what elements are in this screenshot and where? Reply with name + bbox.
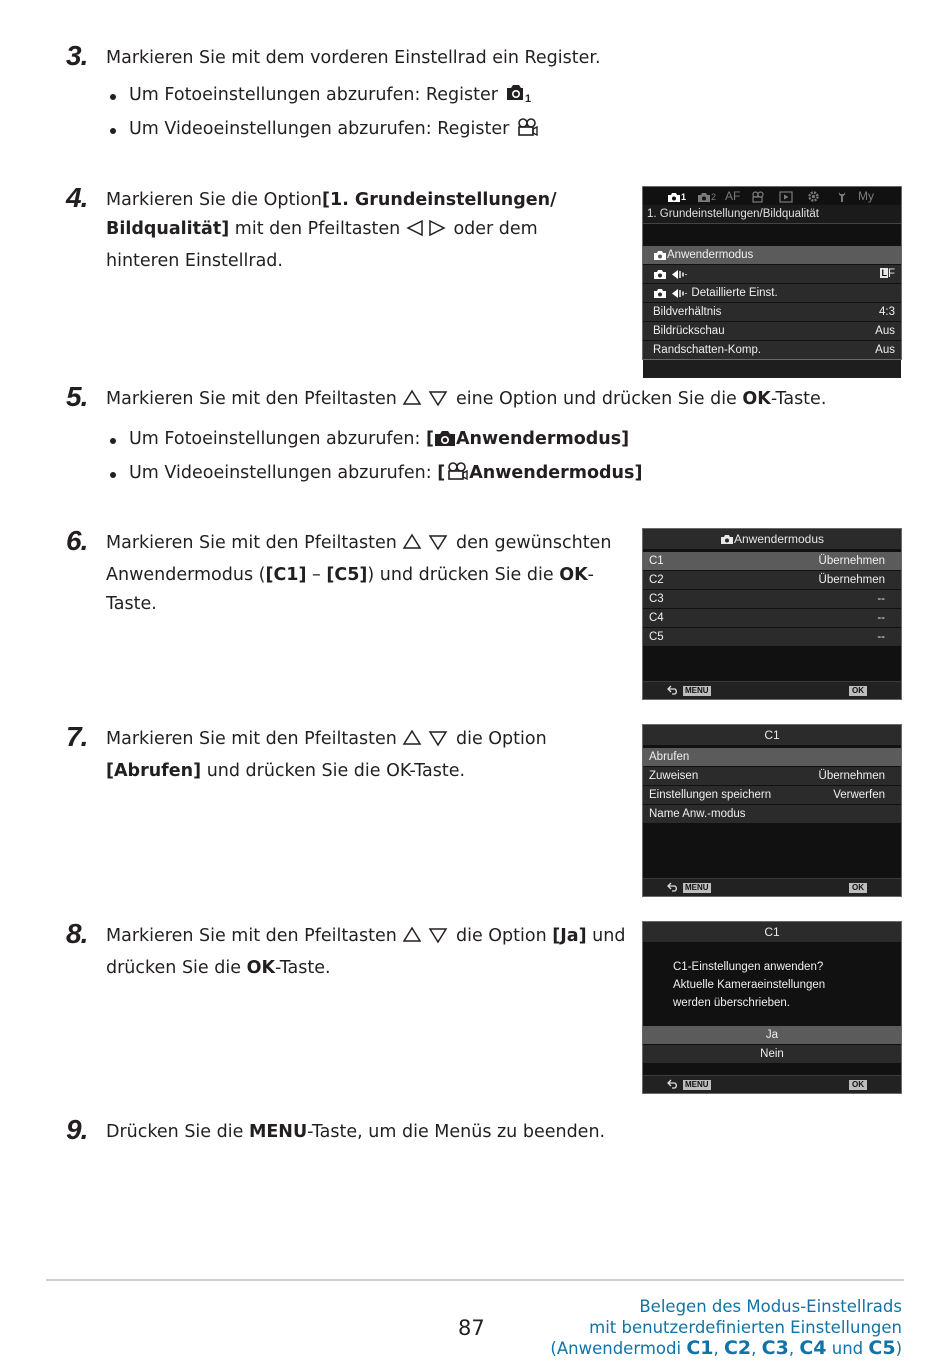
section-title-line: Belegen des Modus-Einstellrads bbox=[639, 1297, 902, 1316]
menu-tabs bbox=[643, 187, 901, 205]
step-number: 4. bbox=[66, 182, 88, 213]
screen-footer bbox=[643, 681, 901, 699]
step-text-part: und drücken Sie die bbox=[106, 926, 626, 978]
menu-row-anwendermodus[interactable] bbox=[643, 246, 901, 264]
row-value: -- bbox=[877, 593, 885, 605]
mode-row-c3[interactable] bbox=[643, 590, 901, 608]
step-text bbox=[106, 385, 906, 492]
text-part: ) bbox=[895, 1339, 902, 1358]
section-title-link[interactable] bbox=[550, 1296, 902, 1359]
menu-key-badge: MENU bbox=[685, 1080, 709, 1089]
row-label: Abrufen bbox=[649, 751, 690, 763]
mode-c1: C1 bbox=[686, 1337, 714, 1359]
step-text bbox=[106, 186, 606, 276]
bullet-text: Um Videoeinstellungen abzurufen: Register bbox=[129, 119, 510, 139]
screen-title-text: Anwendermodus bbox=[733, 532, 825, 546]
section-title-line: mit benutzerdefinierten Einstellungen bbox=[589, 1318, 902, 1337]
row-label: Name Anw.-modus bbox=[649, 808, 746, 820]
bracket: ] bbox=[634, 463, 643, 483]
ok-key-label: OK bbox=[559, 565, 588, 585]
tab-playback bbox=[779, 189, 793, 203]
bullet-list bbox=[106, 424, 906, 492]
option-name: Anwendermodus bbox=[469, 463, 635, 483]
row-label: C5 bbox=[649, 631, 664, 643]
bullet-video bbox=[106, 458, 906, 492]
row-label: C2 bbox=[649, 574, 664, 586]
ok-key-badge: OK bbox=[849, 1080, 867, 1090]
row-value: -- bbox=[877, 612, 885, 624]
mode-row-c1[interactable] bbox=[643, 552, 901, 570]
bracket: [ bbox=[437, 463, 446, 483]
back-arrow-icon bbox=[667, 882, 679, 892]
tab-wrench bbox=[835, 189, 848, 203]
option-name: [Abrufen] bbox=[106, 761, 202, 781]
lf-badge: L bbox=[881, 268, 887, 278]
confirm-screen bbox=[642, 921, 902, 1094]
mode-c3: C3 bbox=[761, 1337, 789, 1359]
bracket: ] bbox=[621, 429, 630, 449]
up-down-arrow-icon bbox=[402, 388, 450, 417]
screen-title: C1 bbox=[643, 725, 901, 745]
bullet-text: Um Videoeinstellungen abzurufen: bbox=[129, 463, 432, 483]
row-value: Aus bbox=[875, 344, 895, 356]
tab-photo-2 bbox=[697, 189, 716, 203]
camera-menu-screen bbox=[642, 186, 902, 360]
mode-c2: C2 bbox=[723, 1337, 752, 1359]
footer-divider bbox=[46, 1279, 904, 1281]
step-text-part: und drücken Sie die OK-Taste. bbox=[206, 761, 466, 781]
step-text-part: Markieren Sie mit den Pfeiltasten bbox=[106, 533, 397, 553]
c1-row-name[interactable] bbox=[643, 805, 901, 823]
menu-key-badge: MENU bbox=[685, 883, 709, 892]
video-tab-icon bbox=[515, 117, 539, 148]
tab-label: 2 bbox=[711, 192, 717, 202]
bullet-text: Um Fotoeinstellungen abzurufen: Register bbox=[129, 85, 498, 105]
row-label: Anwendermodus bbox=[667, 249, 754, 261]
message-line: C1-Einstellungen anwenden? bbox=[673, 961, 824, 973]
left-right-arrow-icon bbox=[406, 218, 448, 247]
screen-title: C1 bbox=[643, 922, 901, 942]
row-label: Randschatten-Komp. bbox=[653, 344, 762, 356]
camera-tab-1-icon bbox=[504, 83, 532, 114]
page-number: 87 bbox=[458, 1316, 485, 1340]
tab-my-menu: My bbox=[858, 189, 874, 203]
step-text-part: -Taste. bbox=[770, 389, 827, 409]
step-number: 6. bbox=[66, 525, 88, 556]
mode-list bbox=[643, 552, 901, 646]
step-text-part: -Taste. bbox=[275, 958, 331, 978]
menu-row-bildrueckschau[interactable] bbox=[643, 322, 901, 340]
row-value bbox=[880, 265, 895, 283]
mode-row-c2[interactable] bbox=[643, 571, 901, 589]
menu-breadcrumb: 1. Grundeinstellungen/Bildqualität bbox=[643, 205, 901, 224]
step-number: 8. bbox=[66, 918, 88, 949]
text-part: (Anwendermodi bbox=[550, 1339, 687, 1358]
camera-icon bbox=[653, 288, 667, 299]
bullet-text: Um Fotoeinstellungen abzurufen: bbox=[129, 429, 421, 449]
row-label: C3 bbox=[649, 593, 664, 605]
mode-c5: C5 bbox=[868, 1337, 896, 1359]
option-ja[interactable]: Ja bbox=[643, 1026, 901, 1044]
menu-row-detailed-settings[interactable] bbox=[643, 284, 901, 302]
menu-key-badge: MENU bbox=[685, 686, 709, 695]
step-text bbox=[106, 725, 626, 786]
bracket: [ bbox=[425, 429, 434, 449]
bullet-photo bbox=[106, 424, 906, 458]
message-line: werden überschrieben. bbox=[673, 997, 790, 1009]
step-number: 7. bbox=[66, 721, 88, 752]
ok-key-label: OK bbox=[742, 389, 771, 409]
row-value: Verwerfen bbox=[833, 789, 885, 801]
step-text-part: eine Option und drücken Sie die bbox=[455, 389, 737, 409]
step-text-part: Markieren Sie mit den Pfeiltasten bbox=[106, 926, 397, 946]
step-text-part: Markieren Sie die Option bbox=[106, 190, 323, 210]
up-down-arrow-icon bbox=[402, 925, 450, 954]
screen-footer bbox=[643, 1075, 901, 1093]
back-arrow-icon bbox=[667, 685, 679, 695]
step-text-part: oder dem hinteren Einstellrad. bbox=[106, 219, 538, 271]
step-number: 9. bbox=[66, 1114, 88, 1145]
row-value: Übernehmen bbox=[818, 555, 885, 567]
menu-key-label: MENU bbox=[248, 1122, 308, 1142]
mode-c1: [C1] bbox=[265, 565, 307, 585]
mode-c5: [C5] bbox=[326, 565, 368, 585]
c1-row-abrufen[interactable] bbox=[643, 748, 901, 766]
step-number: 5. bbox=[66, 381, 88, 412]
camera-icon bbox=[720, 534, 734, 545]
menu-list bbox=[643, 246, 901, 378]
menu-row-bildverhaeltnis[interactable] bbox=[643, 303, 901, 321]
c1-row-zuweisen[interactable] bbox=[643, 767, 901, 785]
tab-label: 1 bbox=[681, 192, 687, 202]
c1-submenu-screen bbox=[642, 724, 902, 897]
step-text-part: die Option bbox=[455, 729, 547, 749]
tab-af: AF bbox=[725, 189, 741, 203]
menu-row-image-quality[interactable] bbox=[643, 265, 901, 283]
row-value: Aus bbox=[875, 325, 895, 337]
step-text-part: die Option bbox=[455, 926, 547, 946]
option-name: [Ja] bbox=[552, 926, 587, 946]
text-part: , bbox=[788, 1339, 800, 1358]
mode-row-c4[interactable] bbox=[643, 609, 901, 627]
camera-icon bbox=[653, 269, 667, 280]
step-instruction: Markieren Sie mit dem vorderen Einstellrad ein Register. bbox=[106, 48, 601, 68]
confirm-options bbox=[643, 1026, 901, 1064]
ok-key-label: OK bbox=[246, 958, 275, 978]
text-part: und bbox=[826, 1339, 869, 1358]
quality-icon bbox=[670, 288, 688, 299]
up-down-arrow-icon bbox=[402, 532, 450, 561]
row-label: Detaillierte Einst. bbox=[691, 287, 778, 299]
section-title-line bbox=[550, 1338, 902, 1359]
camera-icon bbox=[653, 250, 667, 261]
step-text-part: – bbox=[306, 565, 327, 585]
row-value: 4:3 bbox=[879, 306, 895, 318]
up-down-arrow-icon bbox=[402, 728, 450, 757]
step-text-part: -Taste, um die Menüs zu beenden. bbox=[307, 1122, 606, 1142]
option-name: [1. Grundeinstellungen/ Bildqualität] bbox=[106, 190, 557, 239]
step-text-part: mit den Pfeiltasten bbox=[234, 219, 401, 239]
step-text bbox=[106, 1118, 866, 1147]
menu-row-empty bbox=[643, 360, 901, 378]
ok-key-badge: OK bbox=[849, 686, 867, 696]
step-text-part: Markieren Sie mit den Pfeiltasten bbox=[106, 389, 397, 409]
row-label: C4 bbox=[649, 612, 664, 624]
step-text bbox=[106, 529, 626, 619]
row-value-text: F bbox=[887, 268, 895, 280]
tab-settings bbox=[807, 189, 820, 203]
svg-text:1: 1 bbox=[524, 93, 531, 103]
text-part: , bbox=[751, 1339, 762, 1358]
menu-row-randschatten[interactable] bbox=[643, 341, 901, 359]
text-part: , bbox=[713, 1339, 724, 1358]
bullet-list bbox=[106, 80, 601, 148]
c1-option-list bbox=[643, 748, 901, 823]
c1-row-einstellungen-speichern[interactable] bbox=[643, 786, 901, 804]
back-arrow-icon bbox=[667, 1079, 679, 1089]
tab-photo-1 bbox=[667, 189, 686, 203]
row-label: Zuweisen bbox=[649, 770, 699, 782]
tab-video bbox=[751, 189, 765, 203]
step-text-part: -Taste. bbox=[106, 565, 594, 614]
step-number: 3. bbox=[66, 40, 88, 71]
anwendermodus-screen bbox=[642, 528, 902, 700]
row-label: Bildrückschau bbox=[653, 325, 725, 337]
row-value: -- bbox=[877, 631, 885, 643]
screen-footer bbox=[643, 878, 901, 896]
row-value: Übernehmen bbox=[818, 574, 885, 586]
mode-c4: C4 bbox=[799, 1337, 827, 1359]
message-line: Aktuelle Kameraeinstellungen bbox=[673, 979, 826, 991]
camera-icon bbox=[434, 427, 456, 458]
step-text-part: Drücken Sie die bbox=[106, 1122, 244, 1142]
row-label: C1 bbox=[649, 555, 664, 567]
step-text bbox=[106, 922, 626, 983]
option-name: Anwendermodus bbox=[455, 429, 622, 449]
step-text bbox=[106, 44, 601, 148]
quality-icon bbox=[670, 269, 688, 280]
row-label: Einstellungen speichern bbox=[649, 789, 772, 801]
bullet-video bbox=[106, 114, 601, 148]
row-label: Bildverhältnis bbox=[653, 306, 722, 318]
step-text-part: den gewünschten Anwendermodus ( bbox=[106, 533, 612, 585]
ok-key-badge: OK bbox=[849, 883, 867, 893]
mode-row-c5[interactable] bbox=[643, 628, 901, 646]
step-text-part: Markieren Sie mit den Pfeiltasten bbox=[106, 729, 397, 749]
video-icon bbox=[445, 461, 469, 492]
option-nein[interactable]: Nein bbox=[643, 1045, 901, 1063]
step-text-part: ) und drücken Sie die bbox=[367, 565, 554, 585]
screen-title bbox=[643, 529, 901, 549]
bullet-photo bbox=[106, 80, 601, 114]
row-value: Übernehmen bbox=[818, 770, 885, 782]
confirm-message bbox=[643, 942, 901, 1012]
